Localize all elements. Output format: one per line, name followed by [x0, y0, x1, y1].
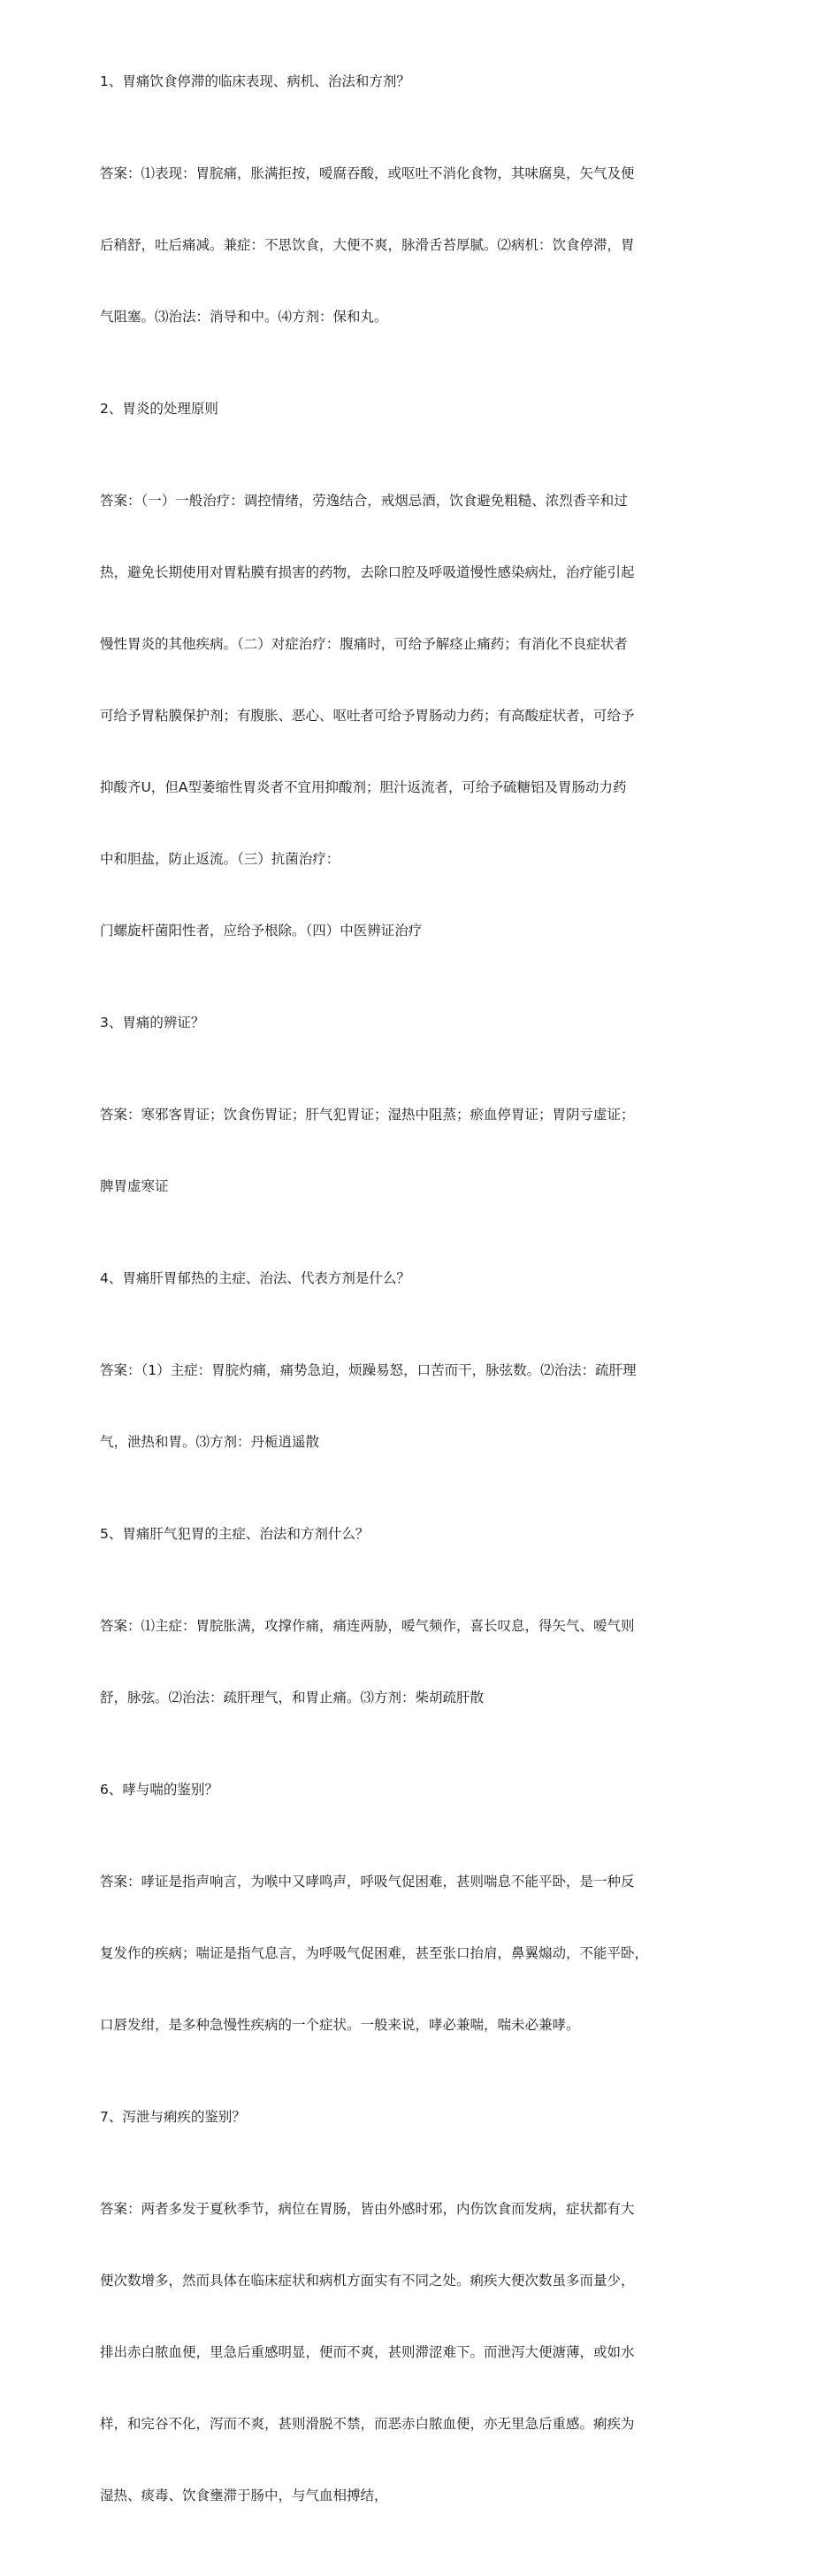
- answer-line: 舒，脉弦。⑵治法：疏肝理气，和胃止痛。⑶方剂：柴胡疏肝散: [100, 1690, 485, 1706]
- answer-line: 脾胃虚寒证: [100, 1178, 169, 1194]
- question-6: 6、哮与喘的鉴别？: [100, 1782, 218, 1798]
- answer-line: 热，避免长期使用对胃粘膜有损害的药物，去除口腔及呼吸道慢性感染病灶，治疗能引起: [100, 564, 635, 580]
- answer-line: 排出赤白脓血便，里急后重感明显，便而不爽，甚则滞涩难下。而泄泻大便溏薄，或如水: [100, 2344, 635, 2360]
- question-7: 7、泻泄与痢疾的鉴别？: [100, 2109, 246, 2125]
- answer-line: 湿热、痰毒、饮食壅滞于肠中，与气血相搏结，: [100, 2488, 388, 2503]
- qa-item-4: [100, 1267, 737, 1502]
- question-4: 4、胃痛肝胃郁热的主症、治法、代表方剂是什么？: [100, 1270, 410, 1286]
- answer-line: 慢性胃炎的其他疾病。（二）对症治疗：腹痛时，可给予解痉止痛药；有消化不良症状者: [100, 636, 628, 652]
- answer-line: 答案：（1）主症：胃脘灼痛，痛势急迫，烦躁易怒，口苦而干，脉弦数。⑵治法：疏肝理: [100, 1362, 637, 1378]
- answer-line: 气阻塞。⑶治法：消导和中。⑷方剂：保和丸。: [100, 309, 388, 325]
- answer-line: 抑酸齐U，但A型萎缩性胃炎者不宜用抑酸剂；胆汁返流者，可给予硫糖铝及胃肠动力药: [100, 779, 627, 795]
- qa-item-3: [100, 1011, 737, 1246]
- question-3: 3、胃痛的辨证？: [100, 1015, 205, 1031]
- qa-item-2: [100, 397, 737, 991]
- qa-item-1: [100, 70, 737, 377]
- answer-line: 答案：寒邪客胃证；饮食伤胃证；肝气犯胃证；湿热中阻蒸；瘀血停胃证；胃阴亏虚证；: [100, 1107, 635, 1123]
- answer-4: [100, 1311, 737, 1502]
- answer-line: 气，泄热和胃。⑶方剂：丹栀逍遥散: [100, 1434, 320, 1450]
- answer-line: 便次数增多，然而具体在临床症状和病机方面实有不同之处。痢疾大便次数虽多而量少，: [100, 2273, 635, 2288]
- question-1: 1、胃痛饮食停滞的临床表现、病机、治法和方剂？: [100, 73, 410, 89]
- qa-item-6: [100, 1778, 737, 2085]
- answer-line: 口唇发绀，是多种急慢性疾病的一个症状。一般来说，哮必兼喘，喘未必兼哮。: [100, 2017, 580, 2033]
- answer-7: [100, 2150, 737, 2556]
- answer-5: [100, 1567, 737, 1758]
- answer-6: [100, 1822, 737, 2085]
- answer-line: 答案：（一）一般治疗：调控情绪，劳逸结合，戒烟忌酒，饮食避免粗糙、浓烈香辛和过: [100, 493, 628, 509]
- qa-item-5: [100, 1522, 737, 1758]
- question-2: 2、胃炎的处理原则: [100, 401, 218, 417]
- answer-3: [100, 1055, 737, 1246]
- document-page: [100, 70, 737, 2576]
- answer-line: 可给予胃粘膜保护剂；有腹胀、恶心、呕吐者可给予胃肠动力药；有高酸症状者，可给予: [100, 708, 635, 724]
- answer-2: [100, 441, 737, 991]
- question-5: 5、胃痛肝气犯胃的主症、治法和方剂什么？: [100, 1526, 370, 1542]
- answer-line: 后稍舒，吐后痛减。兼症：不思饮食，大便不爽，脉滑舌苔厚腻。⑵病机：饮食停滞，胃: [100, 237, 635, 253]
- qa-item-7: [100, 2105, 737, 2556]
- answer-line: 答案：⑴表现：胃脘痛，胀满拒按，嗳腐吞酸，或呕吐不消化食物，其味腐臭，矢气及便: [100, 165, 635, 181]
- answer-1: [100, 114, 737, 377]
- answer-line: 答案：⑴主症：胃脘胀满，攻撑作痛，痛连两胁，嗳气频作，喜长叹息，得矢气、嗳气则: [100, 1618, 635, 1634]
- answer-line: 复发作的疾病；喘证是指气息言，为呼吸气促困难，甚至张口抬肩，鼻翼煽动，不能平卧，: [100, 1945, 649, 1961]
- answer-line: 样，和完谷不化，泻而不爽，甚则滑脱不禁，而恶赤白脓血便，亦无里急后重感。痢疾为: [100, 2416, 635, 2432]
- answer-line: 答案：哮证是指声响言，为喉中又哮鸣声，呼吸气促困难，甚则喘息不能平卧，是一种反: [100, 1874, 635, 1890]
- answer-line: 答案：两者多发于夏秋季节，病位在胃肠，皆由外感时邪，内伤饮食而发病，症状都有大: [100, 2201, 635, 2217]
- answer-line: 中和胆盐，防止返流。（三）抗菌治疗：: [100, 851, 340, 867]
- answer-line: 门螺旋杆菌阳性者，应给予根除。（四）中医辨证治疗: [100, 923, 423, 939]
